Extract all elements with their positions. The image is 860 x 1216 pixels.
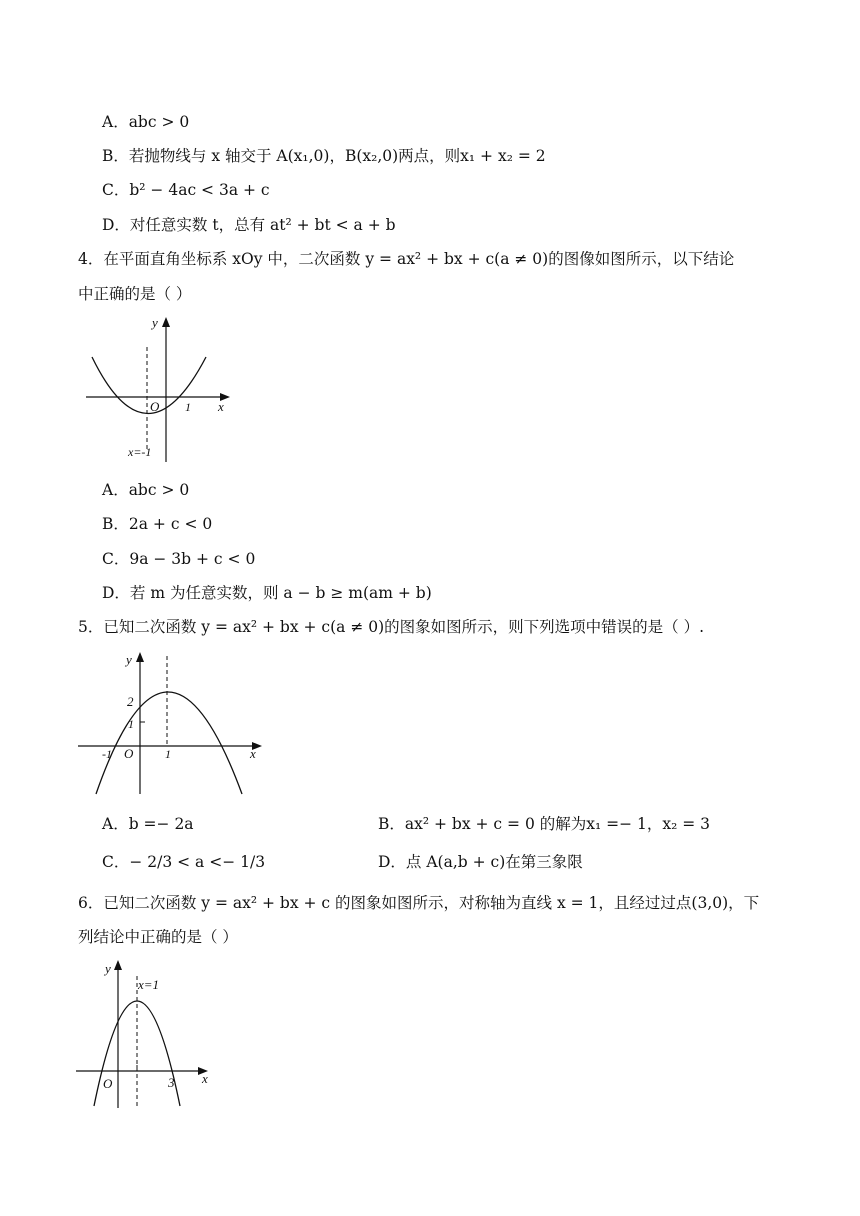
q5-tick-x1: 1 (165, 747, 171, 761)
q4-origin-label: O (150, 399, 160, 414)
q4-graph (84, 312, 244, 468)
q6-y-arrow (114, 960, 122, 970)
q5-option-d: D．点 A(a,b + c)在第三象限 (378, 853, 583, 871)
q4-x-label: x (218, 399, 224, 414)
q4-option-a: A．abc > 0 (102, 481, 190, 499)
q4-option-d: D．若 m 为任意实数，则 a − b ≥ m(am + b) (102, 584, 432, 602)
q6-graph (74, 956, 224, 1112)
q3-option-b: B．若抛物线与 x 轴交于 A(x₁,0)，B(x₂,0)两点，则x₁ + x₂ = 2 (102, 147, 546, 165)
q4-option-c: C．9a − 3b + c < 0 (102, 550, 256, 568)
q4-option-b: B．2a + c < 0 (102, 515, 213, 533)
q5-tick-neg1: -1 (102, 747, 112, 761)
q4-y-label: y (152, 315, 158, 330)
q5-tick-2: 2 (127, 694, 134, 709)
q6-stem-line1: 6．已知二次函数 y = ax² + bx + c 的图象如图所示，对称轴为直线 x = 1，且经过过点(3,0)，下 (78, 894, 760, 912)
q5-option-b: B．ax² + bx + c = 0 的解为x₁ =− 1，x₂ = 3 (378, 815, 711, 833)
q3-option-c: C．b² − 4ac < 3a + c (102, 181, 270, 199)
q5-graph (76, 648, 266, 798)
q4-stem-line2: 中正确的是（ ） (78, 285, 192, 303)
q5-y-label: y (126, 652, 132, 667)
q5-option-a: A．b =− 2a (102, 815, 194, 833)
q6-tick-3: 3 (168, 1075, 175, 1090)
q3-option-d: D．对任意实数 t，总有 at² + bt < a + b (102, 216, 396, 234)
q5-stem-line1: 5．已知二次函数 y = ax² + bx + c(a ≠ 0)的图象如图所示，则下列选项中错误的是（ ）. (78, 618, 705, 636)
q6-origin-label: O (103, 1076, 113, 1091)
q5-x-label: x (250, 746, 256, 761)
q6-x-label: x (202, 1071, 208, 1086)
q4-symmetry-label: x=-1 (128, 445, 152, 459)
q5-parabola (96, 692, 242, 794)
q5-option-c: C．− 2/3 < a <− 1/3 (102, 853, 266, 871)
q4-stem-line1: 4．在平面直角坐标系 xOy 中，二次函数 y = ax² + bx + c(a ≠ 0)的图像如图所示，以下结论 (78, 250, 735, 268)
q4-y-arrow (162, 317, 170, 327)
q5-y-arrow (136, 652, 144, 662)
q6-symmetry-label: x=1 (138, 977, 160, 992)
q3-option-a: A．abc > 0 (102, 113, 190, 131)
q5-origin-label: O (124, 746, 134, 761)
q6-stem-line2: 列结论中正确的是（ ） (78, 928, 238, 946)
q5-tick-1: 1 (128, 717, 134, 731)
q4-tick-1: 1 (185, 400, 191, 414)
q6-y-label: y (105, 961, 111, 976)
